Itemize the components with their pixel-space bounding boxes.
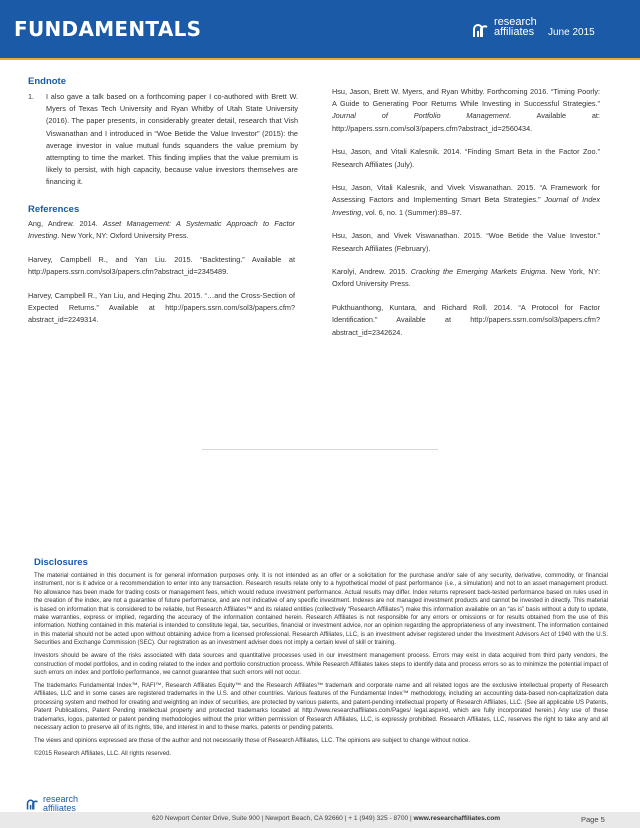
footer-logo-line-2: affiliates <box>43 802 76 813</box>
logo-line-1: research <box>494 16 537 28</box>
references-right-column <box>332 86 600 350</box>
disclosures-body <box>34 572 608 763</box>
reference-item: Pukthuanthong, Kuntara, and Richard Roll. 2014. “A Protocol for Factor Identification.” Available at http://papers.ssrn.com/sol3/papers.cfm?abstract_id=2342624. <box>332 303 600 337</box>
disclosure-paragraph: The views and opinions expressed are those of the author and not necessarily those of Research Affiliates, LLC. The opinions are subject to change without notice. <box>34 738 471 745</box>
page-footer <box>0 812 640 828</box>
footer-logo-line-1: research <box>43 794 79 804</box>
disclosure-paragraph: The material contained in this document is for general information purposes only. It is not intended as an offer or a solicitation for the purchase and/or sale of any security, derivative, commodity, or financial instrument, nor is it advice or a recommendation to enter into any transaction. Research results relate only to a hypothetical model of past performance (i.e., a simulation) and not to an asset management product. No allowance has been made for trading costs or management fees, which would reduce investment performance. Actual results may differ. Index returns represent back-tested performance based on rules used in the creation of the index, are not a guarantee of future performance, and are not indicative of any specific investment. Indexes are not managed investment products and cannot be invested in directly. This material is based on information that is considered to be reliable, but Research Affiliates™ and its related entities (collectively “Research Affiliates”) make this information available on an “as is” basis without a duty to update, make warranties, express or implied, regarding the accuracy of the information contained herein. Research Affiliates is not responsible for any errors or omissions or for results obtained from the use of this information. Nothing contained in this material is intended to constitute legal, tax, securities, financial or investment advice, nor an opinion regarding the appropriateness of any investment. The information contained in this material should not be acted upon without obtaining advice from a licensed professional. Research Affiliates, LLC, is an investment adviser registered under the Investment Advisors Act of 1940 with the U.S. Securities and Exchange Commission (SEC). Our registration as an investment adviser does not imply a certain level of skill or training. <box>34 573 608 647</box>
references-heading: References <box>28 204 80 215</box>
logo-mark-icon <box>472 22 489 39</box>
disclosure-paragraph: Investors should be aware of the risks associated with data sources and quantitative processes used in our investment management process. Errors may exist in data acquired from third party vendors, the construction of model portfolios, and in coding related to the index and portfolio construction process. While Research Affiliates takes steps to identify data and process errors so as to minimize the potential impact of such errors on index and portfolio performance, we cannot guarantee that such errors will not occur. <box>34 653 608 677</box>
endnote-number: 1. <box>28 92 35 101</box>
reference-item: Ang, Andrew. 2014. Asset Management: A Systematic Approach to Factor Investing. New York, NY: Oxford University Press. <box>28 219 295 241</box>
logo-line-2: affiliates <box>494 26 535 38</box>
issue-date: June 2015 <box>548 27 595 38</box>
footer-logo-wordmark <box>43 795 78 812</box>
page-header <box>0 0 640 58</box>
footer-logo <box>26 793 86 815</box>
endnote-heading: Endnote <box>28 76 66 87</box>
reference-item: Hsu, Jason, Vitali Kalesnik, and Vivek Viswanathan. 2015. “A Framework for Assessing Factors and Implementing Smart Beta Strategies.” Journal of Index Investing, vol. 6, no. 1 (Summer):89–97. <box>332 183 600 217</box>
footer-address: 620 Newport Center Drive, Suite 900 | Newport Beach, CA 92660 | + 1 (949) 325 - 8700 | <box>152 815 414 822</box>
footer-website-link[interactable]: www.researchaffiliates.com <box>413 815 501 822</box>
footer-contact <box>152 815 500 822</box>
reference-item: Harvey, Campbell R., Yan Liu, and Heqing Zhu. 2015. “…and the Cross-Section of Expected Returns.” Available at http://papers.ssrn.com/sol3/papers.cfm?abstract_id=2249314. <box>28 290 295 325</box>
reference-item: Karolyi, Andrew. 2015. Cracking the Emerging Markets Enigma. New York, NY: Oxford University Press. <box>332 267 601 289</box>
header-accent-rule <box>0 58 640 60</box>
logo-wordmark <box>494 17 537 37</box>
references-left-column <box>28 218 295 338</box>
reference-item: Hsu, Jason, and Vitali Kalesnik. 2014. “Finding Smart Beta in the Factor Zoo.” Research Affiliates (July). <box>332 147 600 169</box>
section-divider <box>202 449 438 450</box>
research-affiliates-logo <box>472 14 538 44</box>
copyright-notice: ©2015 Research Affiliates, LLC. All rights reserved. <box>34 751 172 758</box>
reference-item: Harvey, Campbell R., and Yan Liu. 2015. “Backtesting.” Available at http://papers.ssrn.com/sol3/papers.cfm?abstract_id=2345489. <box>28 254 295 277</box>
reference-item: Hsu, Jason, and Vivek Viswanathan. 2015. “Woe Betide the Value Investor.” Research Affiliates (February). <box>332 231 600 253</box>
page-number: Page 5 <box>581 815 605 824</box>
reference-item: Hsu, Jason, Brett W. Myers, and Ryan Whitby. Forthcoming 2016. “Timing Poorly: A Guide to Generating Poor Returns While Investing in Successful Strategies.” Journal of Portfolio Management. Available at: http://papers.ssrn.com/sol3/papers.cfm?abstract_id=2560434. <box>332 87 600 133</box>
disclosures-heading: Disclosures <box>34 557 88 568</box>
disclosure-paragraph: The trademarks Fundamental Index™, RAFI™, Research Affiliates Equity™ and the Research Affiliates™ trademark and corporate name and all related logos are the exclusive intellectual property of Research Affiliates, LLC and in some cases are registered trademarks in the U.S. and other countries. Various features of the Fundamental Index™ methodology, including an accounting data-based non-capitalization data processing system and method for creating and weighting an index of securities, are protected by various patents, and patent-pending intellectual property of Research Affiliates, LLC. (See all applicable US Patents, Patent Publications, Patent Pending intellectual property and protected trademarks located at http://www.researchaffiliates.com/Pages/ legal.aspx#d, which are fully incorporated herein.) Any use of these trademarks, logos, patented or patent pending methodologies without the prior written permission of Research Affiliates, LLC, is expressly prohibited. Research Affiliates, LLC, reserves the right to take any and all necessary action to preserve all of its rights, title, and interest in and to these marks, patents or pending patents. <box>34 683 608 732</box>
endnote-text: I also gave a talk based on a forthcoming paper I co-authored with Brett W. Myers of Texas Tech University and Ryan Whitby of Utah State University (2016). The paper presents, in considerably greater detail, research that Vish Viswanathan and I introduced in “Woe Betide the Value Investor” (2015): the average investor in value mutual funds squanders the value premium by attempting to time the market. This finding implies that the value premium is likely to persist, with high capacity, because value investors themselves are financing it. <box>46 92 298 187</box>
section-title: FUNDAMENTALS <box>14 17 202 41</box>
footer-logo-mark-icon <box>26 798 39 811</box>
